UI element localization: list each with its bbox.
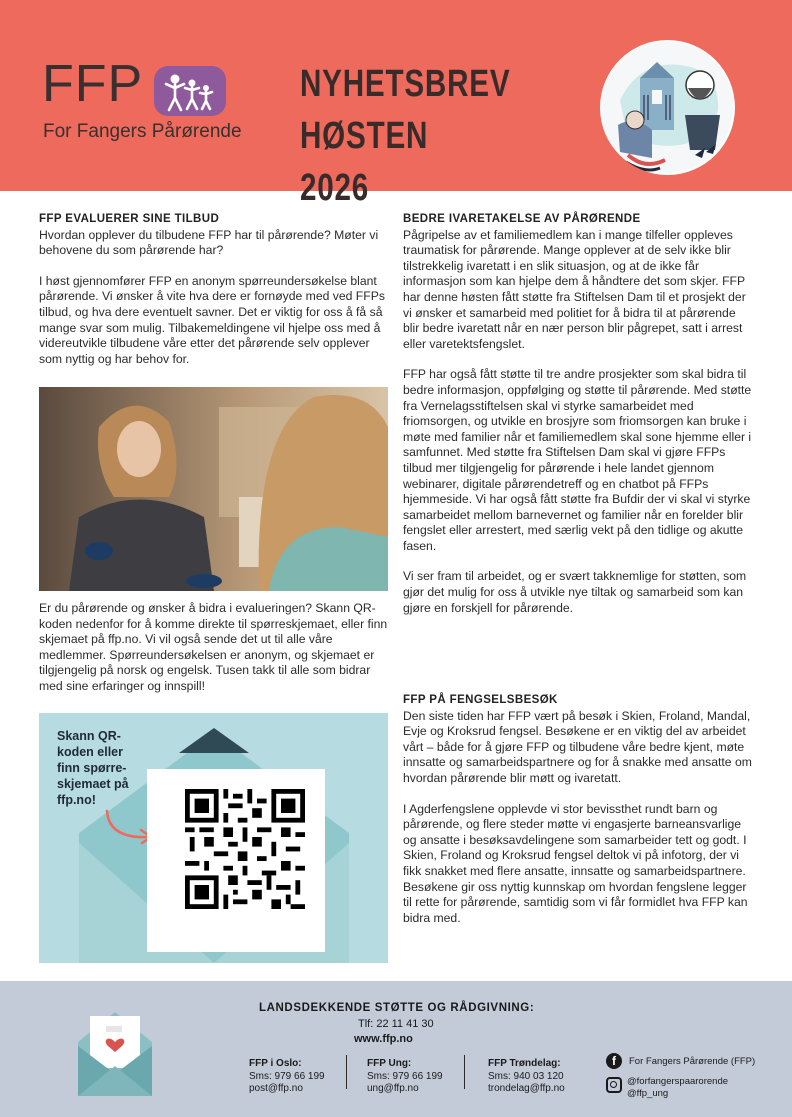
evaluation-call-to-action: Er du pårørende og ønsker å bidra i evalueringen? Skann QR-koden nedenfor for å komme direkte til spørreskjemaet, eller finn skjemaet på ffp.no. Vi vil også sende det ut til alle våre medlemmer. Spørreundersøkelsen er anonym, og skjemaet er tilgjengelig på norsk og engelsk. Tusen takk til alle som bidrar med sine erfaringer og innspill! <box>39 601 388 693</box>
contact-ung <box>367 1058 443 1096</box>
logo-subtitle: For Fangers Pårørende <box>43 121 242 142</box>
photo-two-women-talking <box>39 387 388 591</box>
divider <box>346 1055 347 1089</box>
divider <box>464 1055 465 1089</box>
prison-family-illustration <box>600 40 735 175</box>
section-heading-care: BEDRE IVARETAKELSE AV PÅRØRENDE <box>403 213 641 225</box>
contact-oslo-sms: Sms: 979 66 199 <box>249 1070 325 1082</box>
contact-trondelag-email[interactable]: trondelag@ffp.no <box>488 1083 565 1094</box>
right-column-visits <box>403 693 755 941</box>
family-logo-icon <box>154 66 226 116</box>
care-paragraph-1: Pågripelse av et familiemedlem kan i mange tilfeller oppleves traumatisk for pårørende. Mange opplever at de selv ikke blir tilstrekkelig ivaretatt i en slik situasjon, og at de ikke får informasjon som kan hjelpe dem å håndtere det som skjer. FFP har denne høsten fått støtte fra Stiftelsen Dam til et prosjekt der vi ønsker et samarbeid med politiet for å bidra til at pårørende blir bedre ivaretatt når en nær person blir pågrepet, satt i arrest eller varetektsfengslet. <box>403 227 746 351</box>
visits-paragraph-2: I Agderfengslene opplevde vi stor bevissthet rundt barn og pårørende, og flere steder møtte vi engasjerte barneansvarlige og ansatte i besøksavdelingene som samarbeider tett og godt. I Skien, Froland og Kroksrud fengsel deltok vi på infotorg, der vi fikk snakket med flere ansatte, innsatte og samarbeidspartnere. Besøkene gir oss nyttig kunnskap om hvordan fengslene legger til rette for pårørende, samtidig som vi får formidlet hva FFP kan bidra med. <box>403 801 748 925</box>
section-heading-prison-visits: FFP PÅ FENGSELSBESØK <box>403 694 558 706</box>
evaluation-intro: Hvordan opplever du tilbudene FFP har til pårørende? Møter vi behovene du som pårørende har? <box>39 227 379 258</box>
footer-title: LANDSDEKKENDE STØTTE OG RÅDGIVNING: <box>259 1002 535 1014</box>
contact-trondelag-sms: Sms: 940 03 120 <box>488 1070 564 1082</box>
contact-trondelag-label: FFP Trøndelag: <box>488 1058 561 1069</box>
visits-paragraph-1: Den siste tiden har FFP vært på besøk i Skien, Froland, Mandal, Evje og Kroksrud fengsel. Besøkene er en viktig del av arbeidet vårt – både for å gjøre FFP og tilbudene våre bedre kjent, møte innsatte og samarbeidspartnere og for å snakke med ansatte om hvordan pårørende blir møtt og ivaretatt. <box>403 708 752 785</box>
contact-ung-sms: Sms: 979 66 199 <box>367 1070 443 1082</box>
contact-trondelag <box>488 1058 565 1096</box>
instagram-handle-ung[interactable]: @ffp_ung <box>627 1087 669 1099</box>
qr-code-icon[interactable] <box>185 789 305 909</box>
footer-website-link[interactable]: www.ffp.no <box>354 1033 413 1045</box>
section-heading-evaluation: FFP EVALUERER SINE TILBUD <box>39 213 220 225</box>
care-paragraph-2: FFP har også fått støtte til tre andre prosjekter som skal bidra til bedre informasjon, oppfølging og støtte til pårørende. Med støtte fra Vernelagsstiftelsen skal vi styrke samarbeidet med friomsorgen, og utvikle en brosjyre som friomsorgen kan bruke i møte med familier når et familiemedlem skal sone hjemme eller i samfunnet. Med støtte fra Stiftelsen Dam skal vi gjøre FFPs tilbud mer tilgjengelig for pårørende i hele landet gjennom webinarer, digitale pårørendetreff og en chatbot på FFPs hjemmeside. Vi har også fått støtte fra Bufdir der vi skal vi styrke samarbeidet mellom barnevernet og familier når en forelder blir fengslet eller arrestert, med særlig vekt på den tidlige og akutte fasen. <box>403 367 752 553</box>
instagram-icon[interactable] <box>606 1077 622 1093</box>
instagram-handles <box>627 1076 728 1099</box>
qr-caption: Skann QR-koden eller finn spørre-skjemaet på ffp.no! <box>57 729 129 807</box>
qr-code-panel <box>39 713 388 963</box>
footer-phone: Tlf: 22 11 41 30 <box>358 1018 434 1030</box>
right-column <box>403 212 755 631</box>
facebook-icon[interactable]: f <box>606 1053 622 1069</box>
left-column <box>39 212 389 382</box>
care-paragraph-3: Vi ser fram til arbeidet, og er svært takknemlige for støtten, som gjør det mulig for oss å utvikle nye tiltak og samarbeid som kan gjøre en forskjell for pårørende. <box>403 569 747 615</box>
qr-card <box>147 769 325 952</box>
contact-oslo <box>249 1058 325 1096</box>
left-column-cta <box>39 601 389 710</box>
evaluation-body: I høst gjennomfører FFP en anonym spørreundersøkelse blant pårørende. Vi ønsker å vite hva dere er fornøyde med ved FFPs tilbud, og hva dere eventuelt savner. Det er viktig for oss å få så mange svar som mulig. Tilbakemeldingene vil hjelpe oss med å videreutvikle tilbudene våre etter det pårørende selv opplever som nyttig og har behov for. <box>39 273 385 366</box>
facebook-handle[interactable]: For Fangers Pårørende (FFP) <box>629 1056 756 1067</box>
contact-oslo-email[interactable]: post@ffp.no <box>249 1083 303 1094</box>
newsletter-title <box>300 58 511 214</box>
envelope-heart-icon <box>76 1002 154 1103</box>
contact-oslo-label: FFP i Oslo: <box>249 1058 302 1069</box>
logo-wordmark: FFP <box>42 55 144 113</box>
title-line-1: NYHETSBREV <box>300 63 511 105</box>
contact-ung-label: FFP Ung: <box>367 1058 412 1069</box>
instagram-handle-main[interactable]: @forfangerspaarorende <box>627 1076 729 1087</box>
contact-ung-email[interactable]: ung@ffp.no <box>367 1083 419 1094</box>
title-line-2: HØSTEN 2026 <box>300 115 429 209</box>
